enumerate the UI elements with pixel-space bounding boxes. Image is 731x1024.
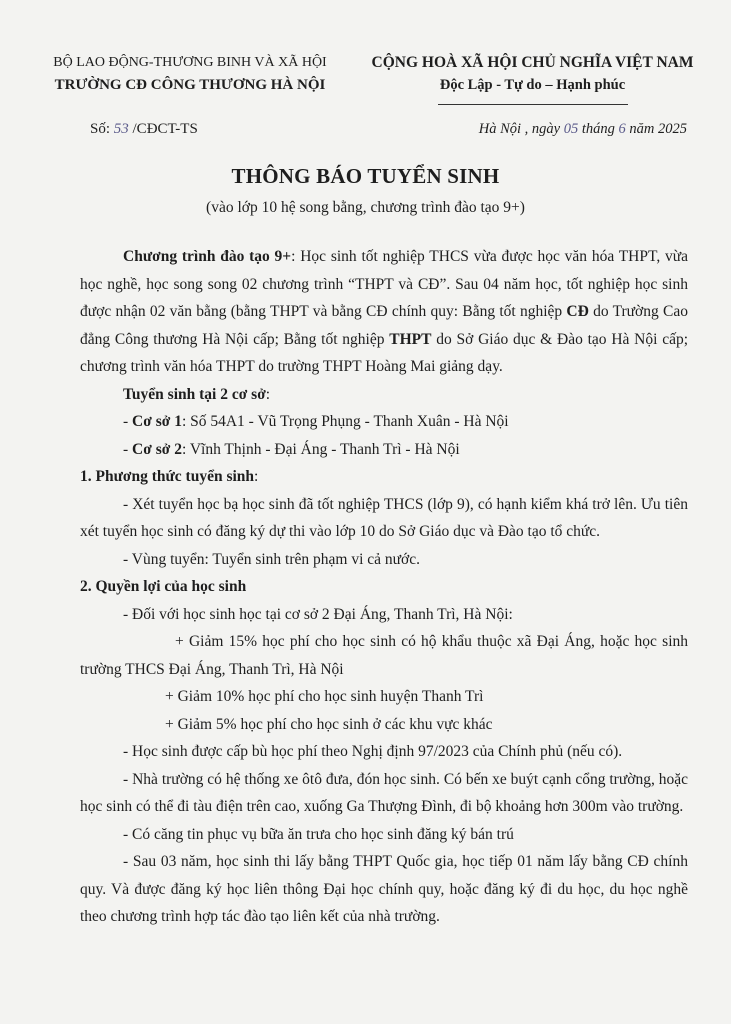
handwritten-number: 53: [113, 121, 129, 137]
school-name: TRƯỜNG CĐ CÔNG THƯƠNG HÀ NỘI: [54, 77, 326, 93]
nation-name: CỘNG HOÀ XÃ HỘI CHỦ NGHĨA VIỆT NAM: [371, 54, 694, 71]
campus-heading-colon: :: [265, 385, 271, 403]
national-header: [355, 52, 710, 105]
section-2-item-3: - Nhà trường có hệ thống xe ôtô đưa, đón học sinh. Có bến xe buýt cạnh cổng trường, hoặc học sinh có thể đi tàu điện trên cao, xuống Ga Thượng Đình, đi bộ khoảng hơn 300m vào trường.: [80, 770, 688, 815]
document-subtitle: (vào lớp 10 hệ song bằng, chương trình đào tạo 9+): [206, 199, 525, 216]
campus-1-label: Cơ sở 1: [132, 413, 182, 430]
section-2-item-4: - Có căng tin phục vụ bữa ăn trưa cho học sinh đăng ký bán trú: [123, 825, 514, 843]
intro-text: : Học sinh tốt nghiệp THCS vừa được học văn hóa THPT, vừa học nghề, học song song 02 chương trình “THPT và CĐ”. Sau 04 năm học, tốt nghiệp học sinh được nhận 02 văn bằng (bằng THPT và bằng CĐ chính quy: Bằng tốt nghiệp: [80, 248, 688, 320]
date-part-3: năm 2025: [625, 121, 687, 137]
intro-text-3: do Sở Giáo dục & Đào tạo Hà Nội cấp; chương trình văn hóa THPT do trường THPT Hoàng Mai giảng dạy.: [80, 330, 689, 375]
intro-cd: CĐ: [566, 303, 589, 320]
number-prefix: Số:: [90, 121, 114, 137]
section-1-item-1: - Xét tuyển học bạ học sinh đã tốt nghiệp THCS (lớp 9), có hạnh kiểm khá trở lên. Ưu tiên xét tuyển học sinh có đăng ký dự thi vào lớp 10 do Sở Giáo dục và Đào tạo tổ chức.: [80, 495, 688, 540]
document-title: THÔNG BÁO TUYỂN SINH: [231, 164, 500, 188]
section-1-heading-colon: :: [254, 468, 259, 485]
handwritten-month: 6: [618, 121, 626, 137]
document-date: [479, 121, 687, 138]
national-motto: Độc Lập - Tự do – Hạnh phúc: [439, 77, 626, 93]
section-2-sub-2: + Giảm 10% học phí cho học sinh huyện Thanh Trì: [165, 688, 484, 705]
section-1-heading-text: 1. Phương thức tuyển sinh: [80, 468, 255, 485]
intro-text-2: do Trường Cao đẳng Công thương Hà Nội cấp; Bằng tốt nghiệp: [80, 303, 688, 348]
date-part-1: Hà Nội , ngày: [478, 121, 564, 137]
intro-thpt: THPT: [389, 330, 432, 348]
number-suffix: /CĐCT-TS: [128, 121, 198, 137]
document-number: [90, 121, 198, 138]
handwritten-day: 05: [563, 121, 579, 137]
section-2-heading: 2. Quyền lợi của học sinh: [80, 578, 247, 595]
motto-underline: [438, 104, 628, 105]
campus-heading: [80, 381, 688, 409]
intro-paragraph: [80, 243, 688, 381]
campus-2-text: : Vĩnh Thịnh - Đại Áng - Thanh Trì - Hà Nội: [181, 440, 460, 458]
campus-1: - Cơ sở 1: Số 54A1 - Vũ Trọng Phụng - Thanh Xuân - Hà Nội: [123, 413, 509, 430]
section-2-sub-1: + Giảm 15% học phí cho học sinh có hộ khẩu thuộc xã Đại Áng, hoặc học sinh trường THCS Đại Áng, Thanh Trì, Hà Nội: [80, 633, 688, 678]
ministry-name: BỘ LAO ĐỘNG-THƯƠNG BINH VÀ XÃ HỘI: [53, 55, 327, 70]
section-1-heading: [80, 463, 688, 491]
campus-2: - Cơ sở 2: Vĩnh Thịnh - Đại Áng - Thanh Trì - Hà Nội: [123, 440, 460, 458]
section-2-item-5: - Sau 03 năm, học sinh thi lấy bằng THPT Quốc gia, học tiếp 01 năm lấy bằng CĐ chính quy. Và được đăng ký học liên thông Đại học chính quy, hoặc đăng ký đi du học, du học nghề theo chương trình hợp tác đào tạo liên kết của nhà trường.: [80, 853, 688, 925]
date-part-2: tháng: [578, 121, 619, 137]
intro-lead: Chương trình đào tạo 9+: [123, 248, 292, 265]
campus-1-text: : Số 54A1 - Vũ Trọng Phụng - Thanh Xuân - Hà Nội: [181, 413, 509, 430]
document-body: [80, 243, 688, 931]
campus-heading-text: Tuyển sinh tại 2 cơ sở: [123, 385, 266, 403]
issuer-header: [30, 52, 350, 96]
section-2-sub-3: + Giảm 5% học phí cho học sinh ở các khu vực khác: [165, 715, 493, 733]
section-1-item-2: - Vùng tuyển: Tuyển sinh trên phạm vi cả nước.: [123, 550, 421, 568]
campus-2-label: Cơ sở 2: [132, 440, 182, 458]
section-2-item-2: - Học sinh được cấp bù học phí theo Nghị định 97/2023 của Chính phủ (nếu có).: [123, 743, 623, 760]
section-2-item-1: - Đối với học sinh học tại cơ sở 2 Đại Áng, Thanh Trì, Hà Nội:: [123, 605, 513, 623]
